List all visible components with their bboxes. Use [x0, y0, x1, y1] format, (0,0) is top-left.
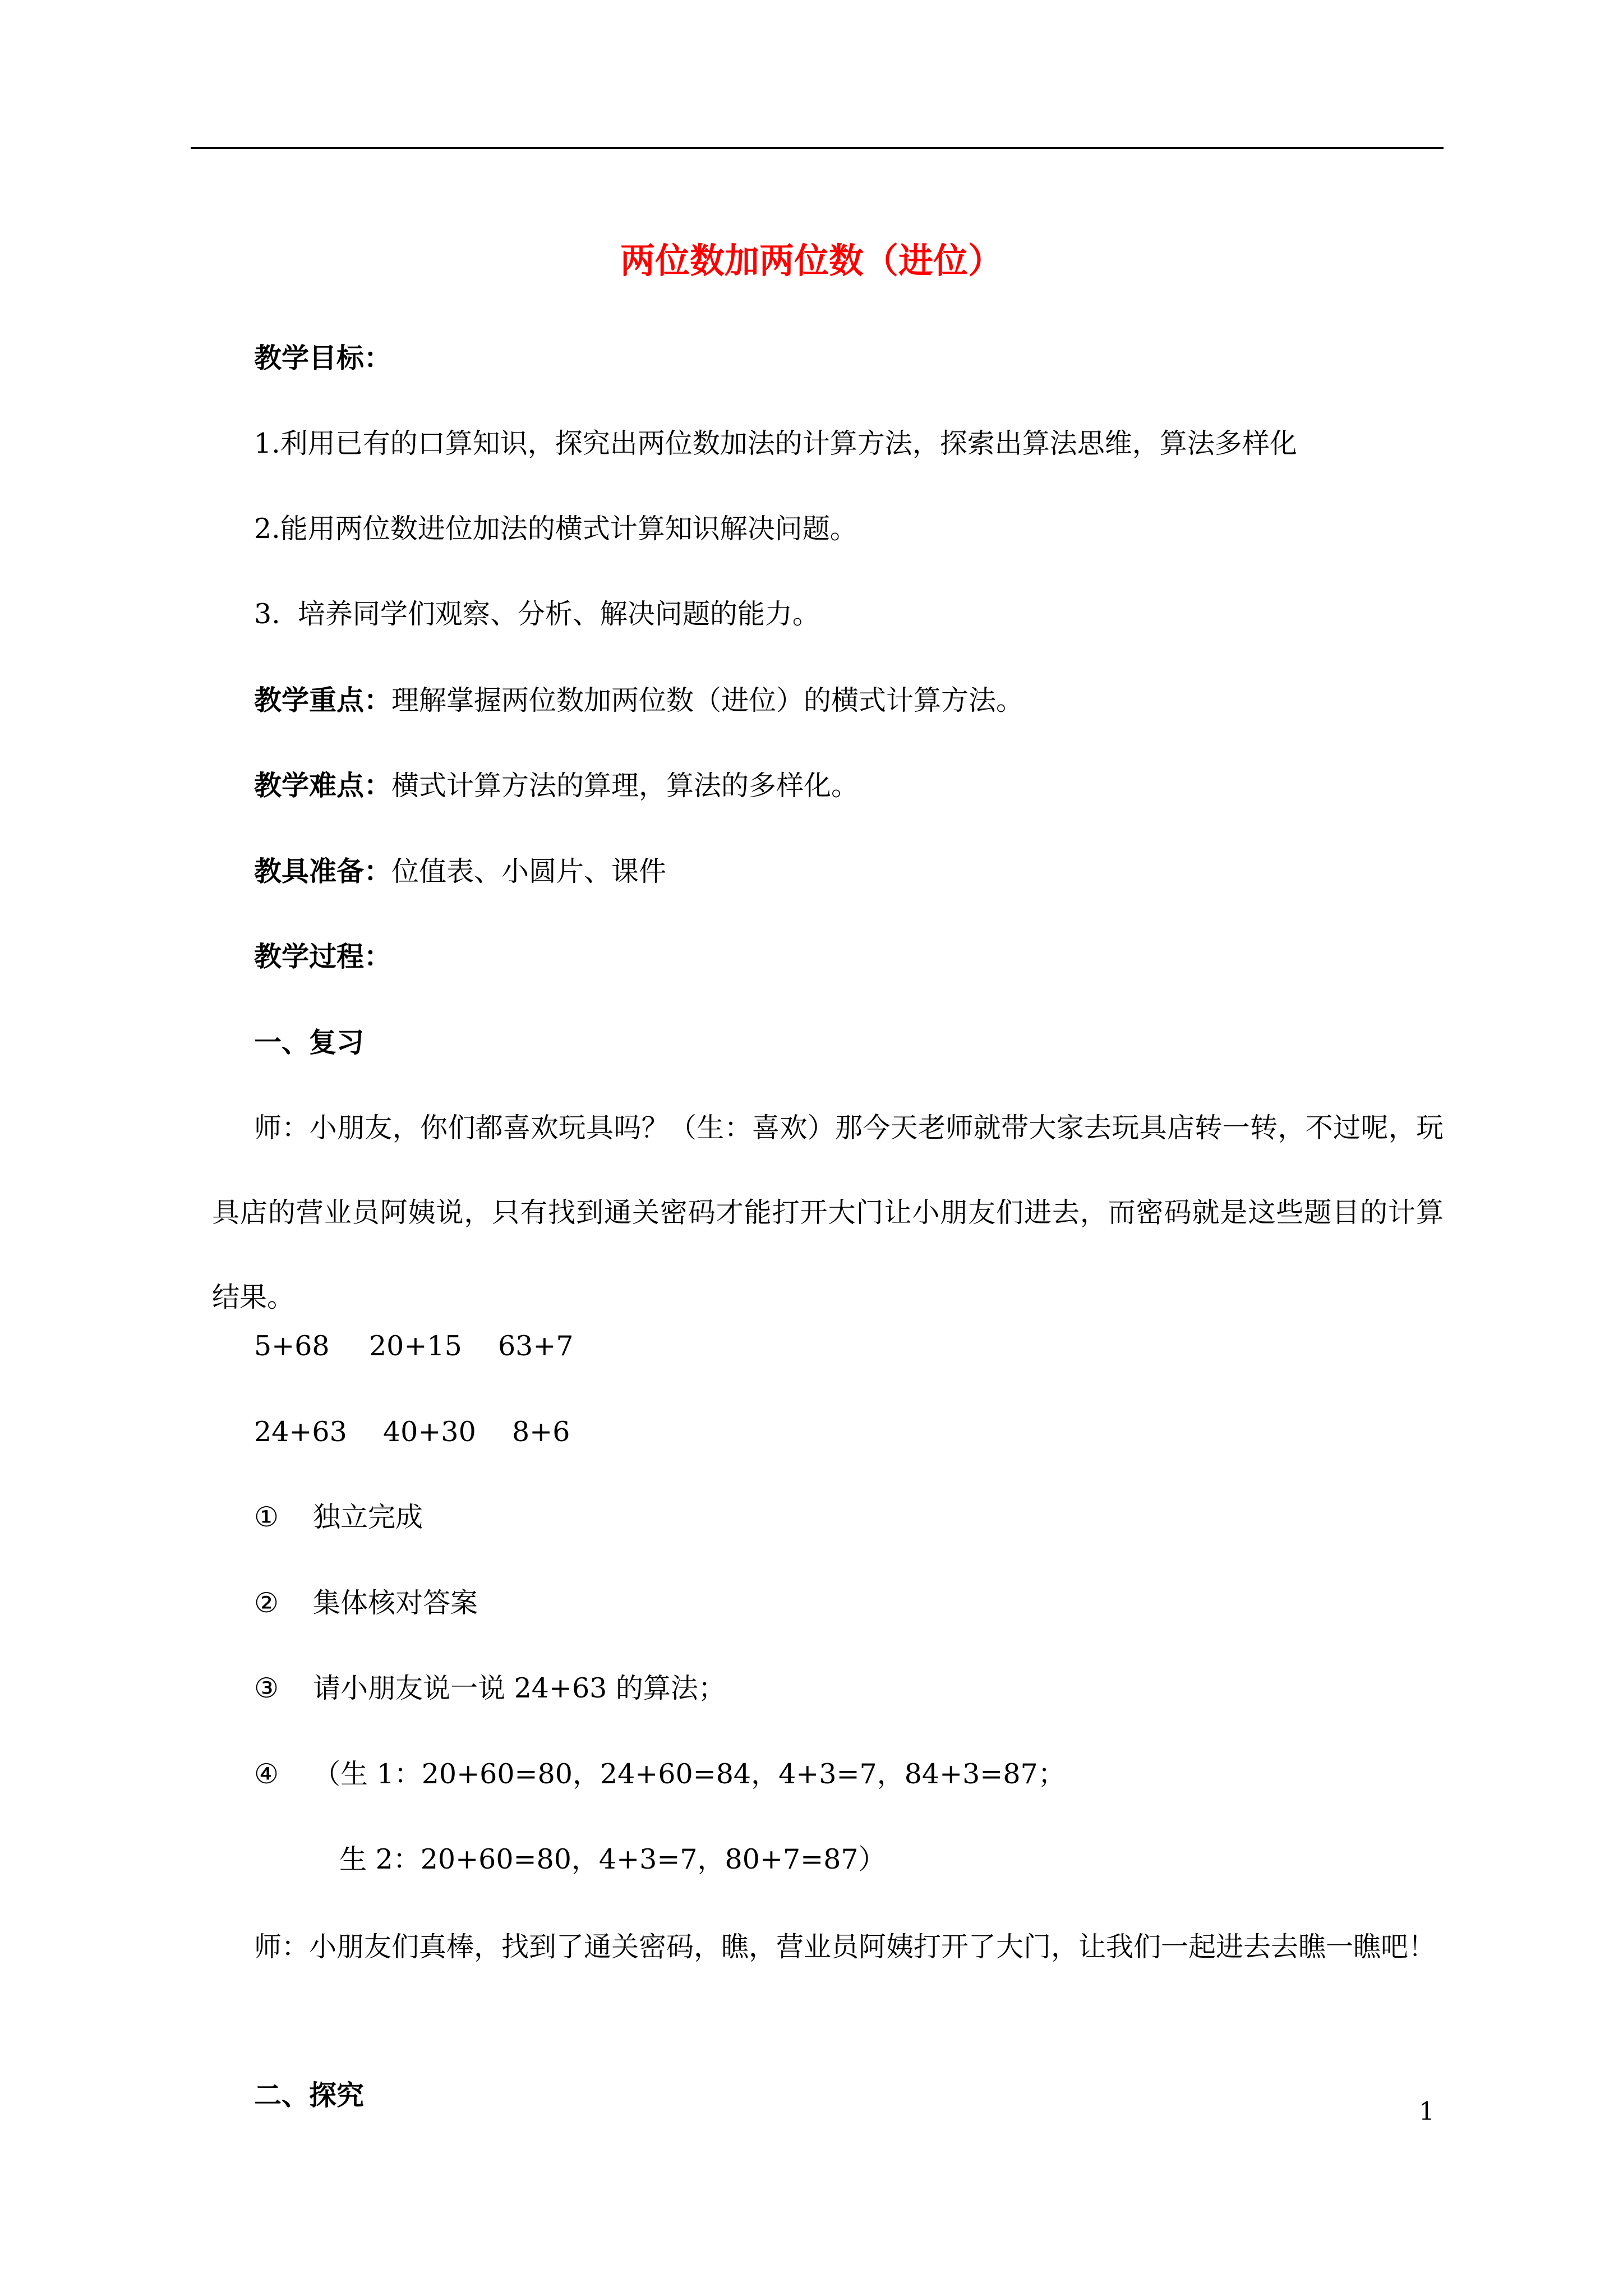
- goal-3: 3. 培养同学们观察、分析、解决问题的能力。: [254, 598, 820, 630]
- goals-heading: 教学目标：: [254, 342, 392, 374]
- goal-2: 2.能用两位数进位加法的横式计算知识解决问题。: [254, 513, 857, 545]
- teacher-paragraph-1: 师：小朋友，你们都喜欢玩具吗？（生：喜欢）那今天老师就带大家去玩具店转一转，不过呢，玩具店的营业员阿姨说，只有找到通关密码才能打开大门让小朋友们进去，而密码就是这些题目的计算结果。: [212, 1112, 1444, 1313]
- document-title: 两位数加两位数（进位）: [620, 240, 1003, 281]
- step-text: 集体核对答案: [313, 1587, 478, 1619]
- section-1-heading: 一、复习: [254, 1026, 365, 1059]
- exercises-row-2: [254, 1412, 570, 1452]
- step-item: [254, 1498, 423, 1537]
- key-point-label: 教学重点：: [254, 684, 392, 716]
- section-2-heading: 二、探究: [254, 2079, 365, 2111]
- step-number: ②: [254, 1587, 279, 1619]
- process-heading: 教学过程：: [254, 940, 392, 973]
- page-number: 1: [1419, 2097, 1435, 2126]
- exercises-row-1: [254, 1327, 574, 1366]
- exercise: 20+15: [369, 1330, 462, 1362]
- exercise: 8+6: [512, 1416, 570, 1448]
- step-text: 请小朋友说一说 24+63 的算法；: [313, 1672, 726, 1704]
- exercise: 5+68: [254, 1330, 330, 1362]
- key-point-text: 理解掌握两位数加两位数（进位）的横式计算方法。: [391, 684, 1024, 716]
- exercise: 63+7: [498, 1330, 574, 1362]
- step-item: [254, 1669, 726, 1708]
- key-point: [254, 680, 1023, 720]
- difficulty-label: 教学难点：: [254, 769, 392, 802]
- tools-label: 教具准备：: [254, 855, 392, 887]
- difficulty: [254, 766, 859, 806]
- step-number: ①: [254, 1501, 279, 1533]
- teacher-paragraph-2: 师：小朋友们真棒，找到了通关密码，瞧，营业员阿姨打开了大门，让我们一起进去去瞧一瞧吧！: [254, 1931, 1436, 1963]
- step-item: [254, 1755, 1066, 1794]
- difficulty-text: 横式计算方法的算理，算法的多样化。: [391, 770, 859, 802]
- step-4-continued: 生 2：20+60=80，4+3=7，80+7=87）: [339, 1843, 886, 1875]
- tools: [254, 852, 666, 891]
- exercise: 24+63: [254, 1416, 347, 1448]
- step-item: [254, 1584, 478, 1623]
- step-number: ④: [254, 1758, 279, 1790]
- tools-text: 位值表、小圆片、课件: [391, 855, 667, 887]
- exercise: 40+30: [383, 1416, 476, 1448]
- step-text: （生 1：20+60=80，24+60=84，4+3=7，84+3=87；: [313, 1758, 1066, 1790]
- step-number: ③: [254, 1672, 279, 1704]
- step-text: 独立完成: [313, 1501, 423, 1533]
- header-rule: [191, 147, 1444, 149]
- goal-1: 1.利用已有的口算知识，探究出两位数加法的计算方法，探索出算法思维，算法多样化: [254, 427, 1297, 459]
